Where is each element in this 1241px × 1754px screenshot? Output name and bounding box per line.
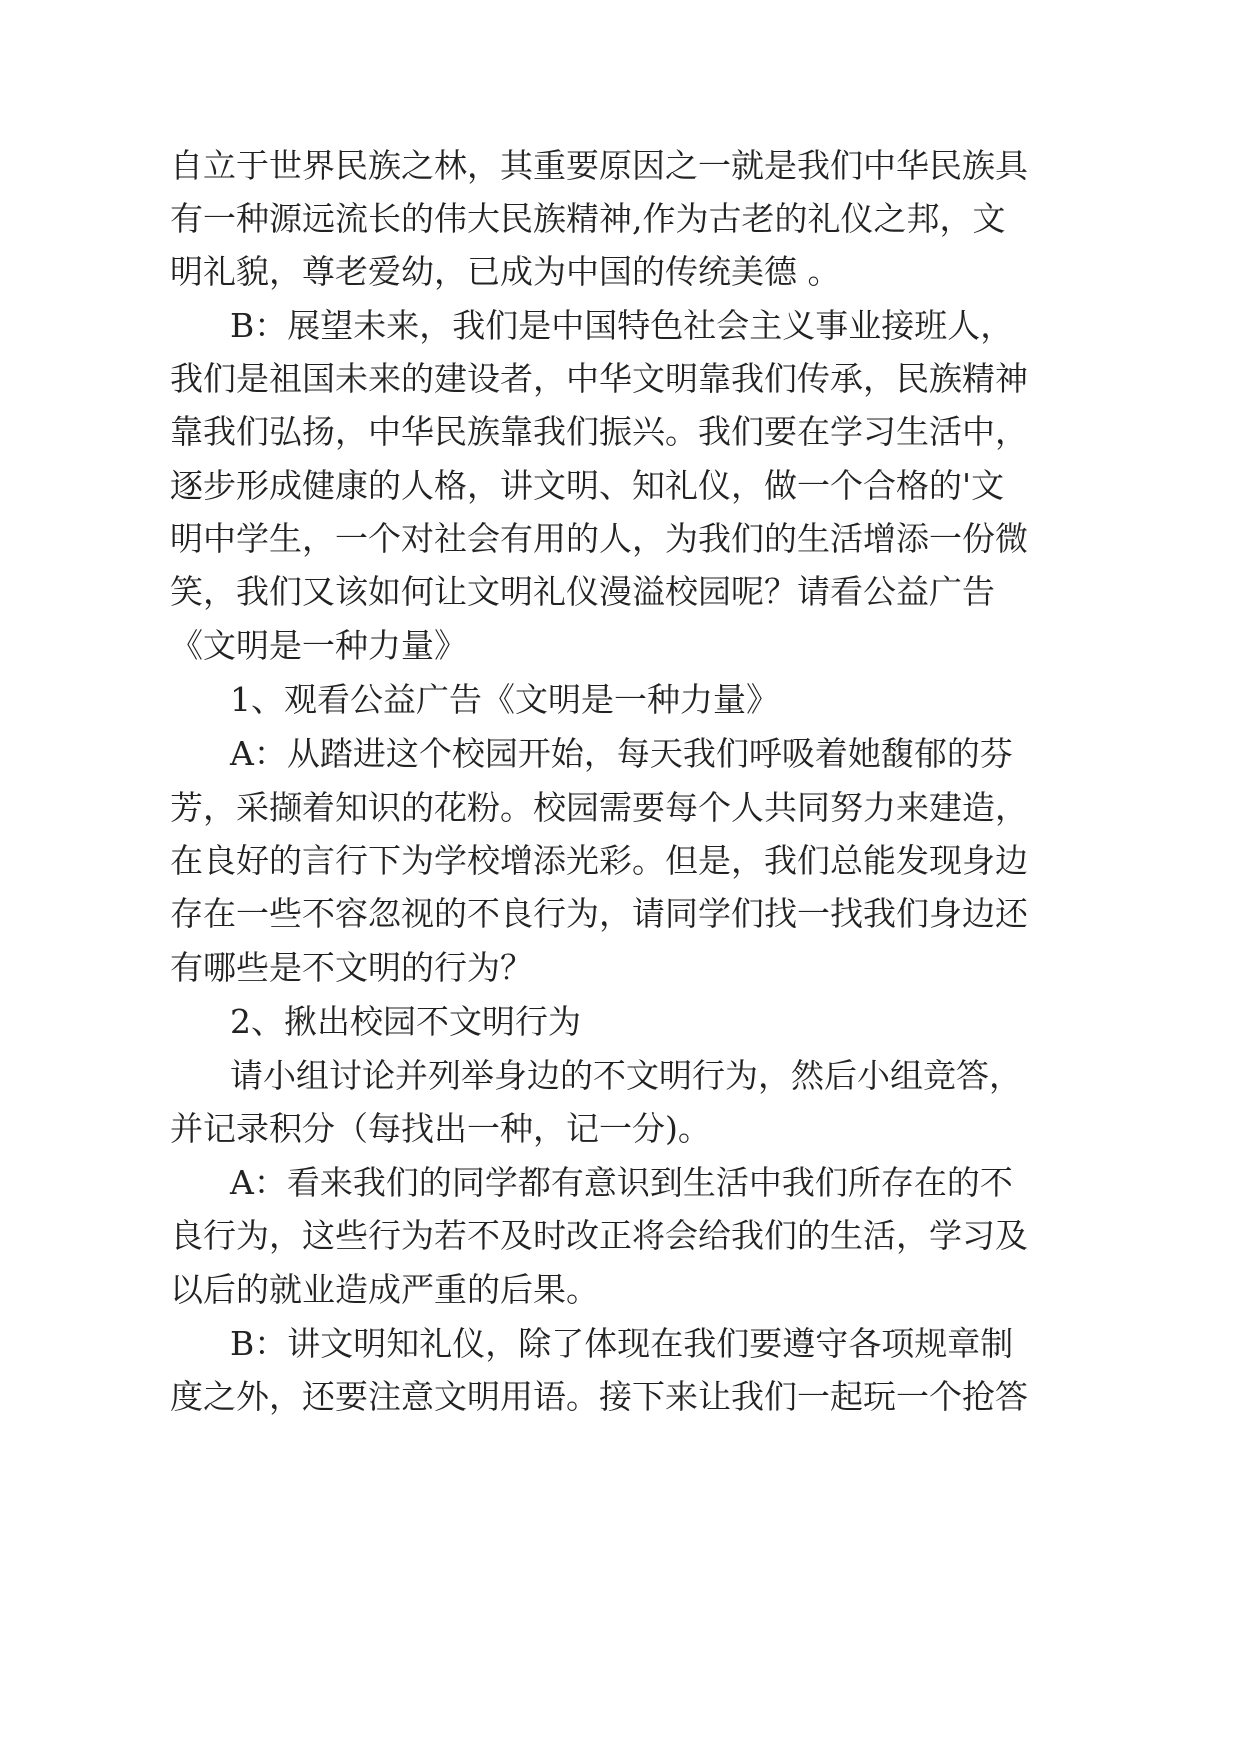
text-line: 请小组讨论并列举身边的不文明行为，然后小组竞答， — [230, 1056, 1022, 1095]
text-line: 自立于世界民族之林，其重要原因之一就是我们中华民族具 — [170, 146, 1028, 185]
text-line: 度之外，还要注意文明用语。接下来让我们一起玩一个抢答 — [170, 1377, 1028, 1416]
text-line: 芳，采撷着知识的花粉。校园需要每个人共同努力来建造， — [170, 788, 1028, 827]
text-line: 明中学生，一个对社会有用的人，为我们的生活增添一份微 — [170, 519, 1028, 558]
text-line: 明礼貌，尊老爱幼，已成为中国的传统美德 。 — [170, 252, 841, 291]
text-line: 我们是祖国未来的建设者，中华文明靠我们传承，民族精神 — [170, 359, 1028, 398]
text-line: 《文明是一种力量》 — [170, 626, 467, 665]
text-line: B：展望未来，我们是中国特色社会主义事业接班人， — [230, 306, 1014, 345]
text-line: 2、揪出校园不文明行为 — [230, 1002, 581, 1041]
text-line: 有哪些是不文明的行为？ — [170, 948, 533, 987]
text-line: 逐步形成健康的人格，讲文明、知礼仪，做一个合格的'文 — [170, 466, 1005, 505]
text-line: 1、观看公益广告《文明是一种力量》 — [230, 680, 779, 719]
text-line: 并记录积分（每找出一种，记一分)。 — [170, 1109, 711, 1148]
text-line: 靠我们弘扬，中华民族靠我们振兴。我们要在学习生活中， — [170, 412, 1028, 451]
text-line: A：从踏进这个校园开始，每天我们呼吸着她馥郁的芬 — [230, 734, 1013, 773]
text-line: 存在一些不容忽视的不良行为，请同学们找一找我们身边还 — [170, 894, 1028, 933]
text-line: 良行为，这些行为若不及时改正将会给我们的生活，学习及 — [170, 1216, 1028, 1255]
text-line: B：讲文明知礼仪，除了体现在我们要遵守各项规章制 — [230, 1324, 1014, 1363]
text-line: 以后的就业造成严重的后果。 — [170, 1270, 599, 1309]
text-line: 有一种源远流长的伟大民族精神,作为古老的礼仪之邦，文 — [170, 199, 1006, 238]
text-line: A：看来我们的同学都有意识到生活中我们所存在的不 — [230, 1163, 1013, 1202]
text-line: 在良好的言行下为学校增添光彩。但是，我们总能发现身边 — [170, 841, 1028, 880]
text-line: 笑，我们又该如何让文明礼仪漫溢校园呢？请看公益广告 — [170, 572, 995, 611]
